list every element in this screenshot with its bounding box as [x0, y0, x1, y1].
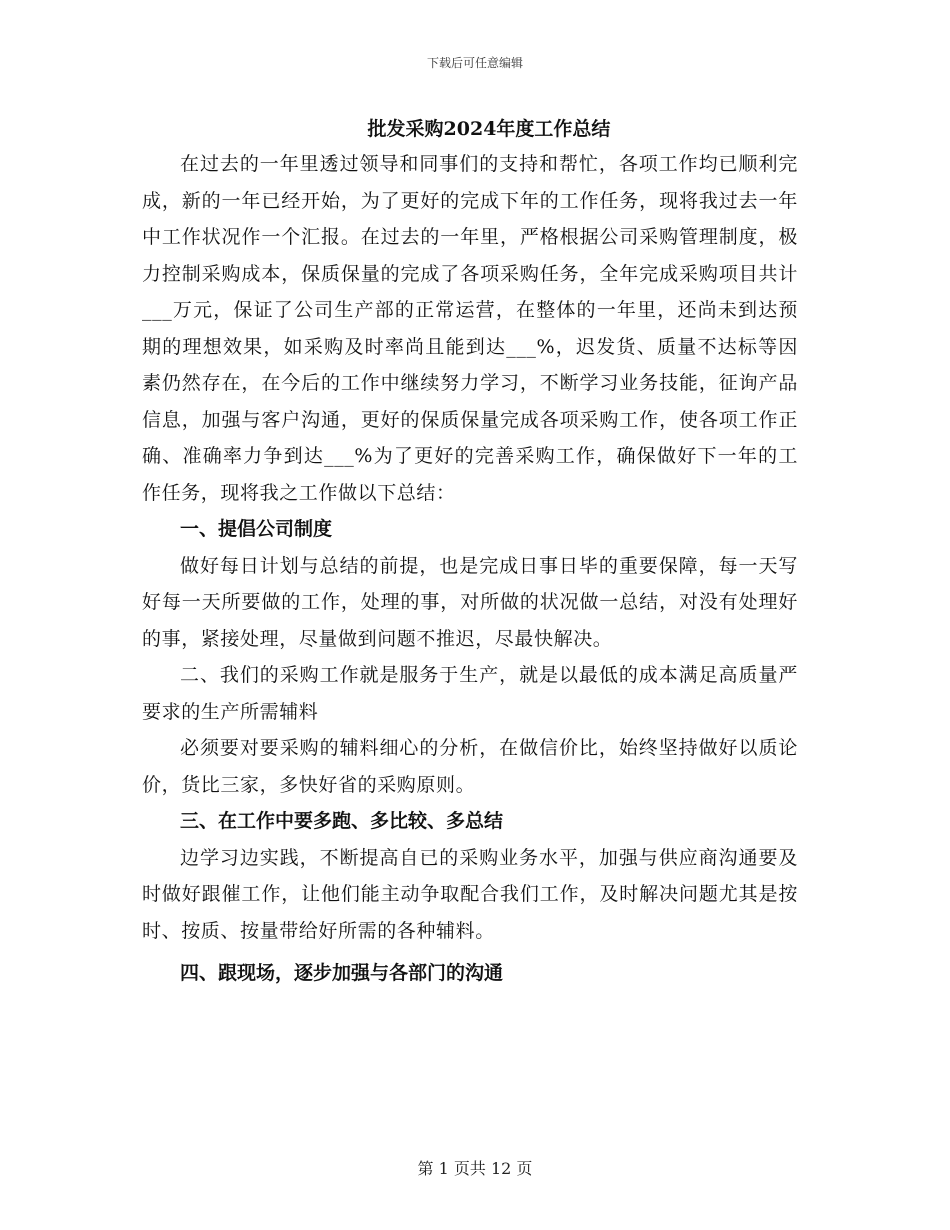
header-note: 下载后可任意编辑 — [426, 56, 523, 70]
section-heading-2: 二、我们的采购工作就是服务于生产，就是以最低的成本满足高质量严要求的生产所需辅料 — [142, 664, 798, 723]
section-body-1: 做好每日计划与总结的前提，也是完成日事日毕的重要保障，每一天写好每一天所要做的工作，处理的事，对所做的状况做一总结，对没有处理好的事，紧接处理，尽量做到问题不推迟，尽最快解决。 — [142, 554, 798, 650]
document-title: 批发采购2024年度工作总结 — [367, 118, 611, 140]
intro-paragraph: 在过去的一年里透过领导和同事们的支持和帮忙，各项工作均已顺利完成，新的一年已经开始，为了更好的完成下年的工作任务，现将我过去一年中工作状况作一个汇报。在过去的一年里，严格根据公司采购管理制度，极力控制采购成本，保质保量的完成了各项采购任务，全年完成采购项目共计___万元，保证了公司生产部的正常运营，在整体的一年里，还尚未到达预期的理想效果，如采购及时率尚且能到达___%，迟发货、质量不达标等因素仍然存在，在今后的工作中继续努力学习，不断学习业务技能，征询产品信息，加强与客户沟通，更好的保质保量完成各项采购工作，使各项工作正确、准确率力争到达___%为了更好的完善采购工作，确保做好下一年的工作任务，现将我之工作做以下总结： — [142, 153, 798, 504]
document-body — [142, 112, 798, 992]
page-number: 第 1 页共 12 页 — [417, 1159, 533, 1178]
section-body-2: 必须要对要采购的辅料细心的分析，在做信价比，始终坚持做好以质论价，货比三家，多快好省的采购原则。 — [142, 737, 798, 796]
section-heading-1: 一、提倡公司制度 — [180, 518, 333, 540]
section-body-3: 边学习边实践，不断提高自已的采购业务水平，加强与供应商沟通要及时做好跟催工作，让他们能主动争取配合我们工作，及时解决问题尤其是按时、按质、按量带给好所需的各种辅料。 — [142, 846, 798, 942]
section-heading-4: 四、跟现场，逐步加强与各部门的沟通 — [180, 962, 504, 984]
section-heading-3: 三、在工作中要多跑、多比较、多总结 — [180, 810, 504, 832]
